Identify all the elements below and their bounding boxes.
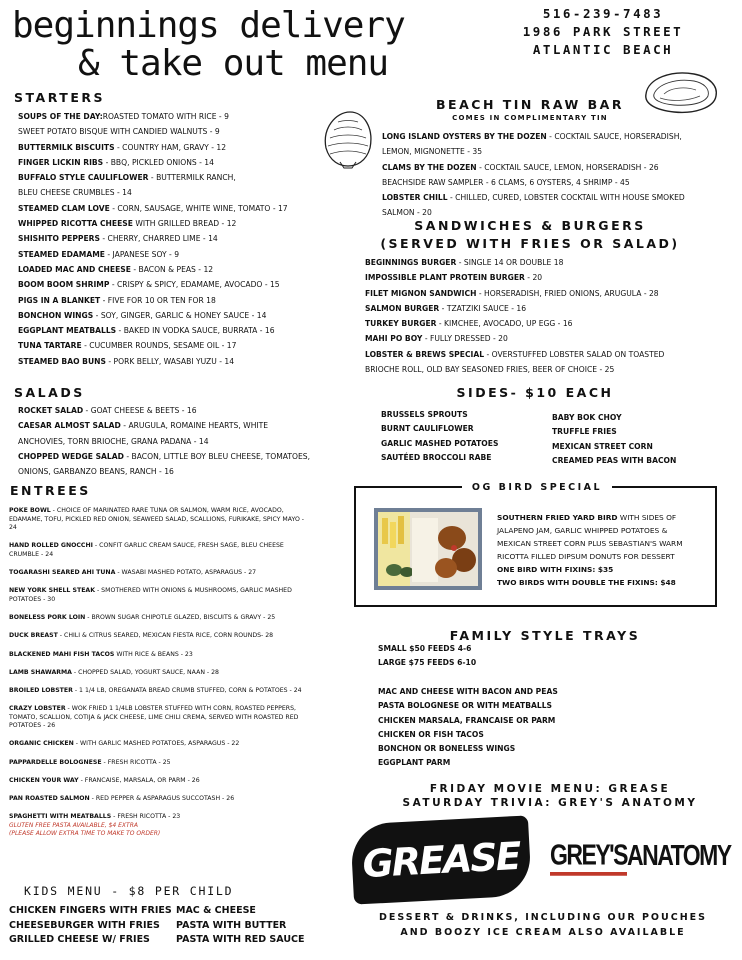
menu-item-description: - FRESH RICOTTA - 23 — [111, 813, 181, 821]
menu-item — [365, 347, 664, 362]
menu-item — [18, 201, 288, 216]
menu-item-name: LOBSTER CHILL — [382, 193, 448, 203]
menu-item — [365, 286, 664, 301]
menu-item-description: BLEU CHEESE CRUMBLES - 14 — [18, 188, 132, 198]
menu-item-description: - BROWN SUGAR CHIPOTLE GLAZED, BISCUITS & GRAVY - 25 — [85, 614, 276, 622]
menu-item — [365, 270, 664, 285]
menu-item — [18, 216, 288, 231]
menu-item-name: CLAMS BY THE DOZEN — [382, 162, 477, 172]
side-item: BRUSSELS SPROUTS — [381, 410, 468, 419]
kids-item: MAC & CHEESE — [176, 905, 256, 916]
menu-item-description: - TZATZIKI SAUCE - 16 — [439, 303, 527, 313]
menu-item — [9, 740, 309, 749]
menu-item — [18, 247, 288, 262]
family-tray-items — [378, 685, 558, 771]
menu-item-description: - SINGLE 14 OR DOUBLE 18 — [456, 258, 564, 267]
menu-item — [9, 614, 309, 623]
menu-item-description: - COUNTRY HAM, GRAVY - 12 — [114, 142, 227, 152]
menu-item-name: SOUPS OF THE DAY: — [18, 112, 103, 121]
kids-item: CHEESEBURGER WITH FRIES — [9, 919, 160, 931]
menu-item-name: LOBSTER & BREWS SPECIAL — [365, 349, 485, 359]
og-bird-line3: MEXICAN STREET CORN PLUS SEBASTIAN'S WARM — [497, 538, 683, 548]
tray-size: SMALL $50 FEEDS 4-6 — [378, 644, 472, 653]
starters-heading: STARTERS — [14, 90, 105, 105]
menu-item — [18, 293, 288, 308]
menu-item — [9, 687, 309, 696]
sides-column-2 — [552, 411, 676, 468]
menu-item-name: ROCKET SALAD — [18, 406, 84, 415]
menu-item — [9, 632, 309, 641]
kids-column-1 — [9, 904, 172, 948]
city: ATLANTIC BEACH — [532, 42, 674, 57]
menu-item — [18, 464, 310, 479]
menu-item — [18, 170, 288, 185]
starters-list — [18, 109, 288, 369]
menu-item-description: - CHILI & CITRUS SEARED, MEXICAN FIESTA RICE, CORN ROUNDS- 28 — [57, 632, 274, 640]
tray-item: PASTA BOLOGNESE OR WITH MEATBALLS — [378, 701, 553, 711]
menu-item-name: NEW YORK SHELL STEAK — [9, 587, 96, 595]
raw-bar-subheading: COMES IN COMPLIMENTARY TIN — [452, 114, 608, 122]
menu-item-name: IMPOSSIBLE PLANT PROTEIN BURGER — [365, 273, 525, 283]
menu-item-name: TURKEY BURGER — [365, 319, 437, 329]
menu-item-description: - WASABI MASHED POTATO, ASPARAGUS - 27 — [115, 569, 257, 577]
menu-item-name: FILET MIGNON SANDWICH — [365, 288, 477, 298]
menu-item — [18, 434, 310, 449]
phone-number: 516-239-7483 — [542, 6, 664, 21]
clam-shell-icon — [320, 108, 376, 170]
greys-logo-part2: ANATOMY — [627, 838, 731, 872]
menu-item — [382, 144, 685, 159]
salads-heading: SALADS — [14, 385, 85, 400]
sides-column-1 — [381, 408, 498, 465]
street-address: 1986 PARK STREET — [522, 24, 684, 39]
menu-item-description: BRIOCHE ROLL, OLD BAY SEASONED FRIES, BEER OF CHOICE - 25 — [365, 365, 615, 375]
menu-item — [18, 323, 288, 338]
menu-item — [18, 109, 288, 124]
menu-item-name: BUFFALO STYLE CAULIFLOWER — [18, 173, 149, 183]
menu-item-name: CHICKEN YOUR WAY — [9, 776, 79, 784]
greys-logo-part1: GREY'S — [550, 838, 627, 876]
menu-item — [18, 449, 310, 464]
menu-item-description: - FIVE FOR 10 OR TEN FOR 18 — [100, 295, 216, 305]
menu-item — [18, 185, 288, 200]
kids-item: GRILLED CHEESE W/ FRIES — [9, 934, 150, 945]
menu-item — [18, 277, 288, 292]
menu-item-description: - WOK FRIED 1 1/4LB LOBSTER STUFFED WITH CORN, ROASTED PEPPERS, TOMATO, SCALLION, COTIJA & JACK CHEESE, LIME CHILI CREMA, SERVED WITH ROASTED RED POTATOES - 26 — [9, 705, 299, 730]
oyster-icon — [642, 68, 720, 116]
menu-item — [365, 331, 664, 346]
menu-item-name: SHISHITO PEPPERS — [18, 234, 100, 244]
menu-item-name: CHOPPED WEDGE SALAD — [18, 451, 124, 461]
menu-item-description: - BBQ, PICKLED ONIONS - 14 — [103, 157, 214, 167]
entrees-heading: ENTREES — [10, 483, 91, 498]
og-bird-dish: SOUTHERN FRIED YARD BIRD — [497, 513, 618, 522]
side-item: MEXICAN STREET CORN — [552, 441, 653, 451]
menu-item-description: - WITH GARLIC MASHED POTATOES, ASPARAGUS - 22 — [73, 740, 240, 748]
menu-item — [18, 354, 288, 369]
tray-item: EGGPLANT PARM — [378, 758, 451, 768]
kids-menu-heading: KIDS MENU - $8 PER CHILD — [24, 884, 234, 898]
menu-item-description: - COCKTAIL SAUCE, HORSERADISH, — [546, 132, 682, 141]
menu-item-description: - PORK BELLY, WASABI YUZU - 14 — [105, 356, 235, 366]
menu-item — [18, 140, 288, 155]
menu-item-description: - CRISPY & SPICY, EDAMAME, AVOCADO - 15 — [109, 280, 280, 290]
menu-title-line2: & take out menu — [78, 43, 389, 84]
greys-anatomy-logo — [550, 838, 731, 872]
sandwiches-heading: SANDWICHES & BURGERS — [414, 218, 646, 233]
menu-item-description: LEMON, MIGNONETTE - 35 — [382, 147, 483, 157]
menu-item-name: WHIPPED RICOTTA CHEESE — [18, 219, 133, 229]
og-bird-description — [497, 512, 683, 589]
side-item: BABY BOK CHOY — [552, 413, 622, 422]
menu-item — [18, 308, 288, 323]
menu-item-name: CAESAR ALMOST SALAD — [18, 421, 121, 431]
menu-item-description: - CUCUMBER ROUNDS, SESAME OIL - 17 — [81, 341, 237, 351]
menu-item-description: - JAPANESE SOY - 9 — [104, 249, 180, 259]
tray-item: BONCHON OR BONELESS WINGS — [378, 744, 516, 754]
menu-item — [365, 255, 664, 270]
tray-size: LARGE $75 FEEDS 6-10 — [378, 658, 477, 668]
menu-item-description: - FRANCAISE, MARSALA, OR PARM - 26 — [78, 776, 200, 784]
tray-item: CHICKEN MARSALA, FRANCAISE OR PARM — [378, 715, 556, 725]
menu-item-description: - BACON, LITTLE BOY BLEU CHEESE, TOMATOES, — [123, 451, 311, 461]
menu-item — [9, 777, 309, 786]
menu-item-name: TUNA TARTARE — [18, 341, 82, 351]
menu-item-description: BEACHSIDE RAW SAMPLER - 6 CLAMS, 6 OYSTERS, 4 SHRIMP - 45 — [382, 177, 630, 187]
menu-item-description: SALMON - 20 — [382, 208, 432, 218]
menu-item — [18, 403, 310, 418]
menu-item-name: BONCHON WINGS — [18, 310, 94, 320]
menu-item-description: - CONFIT GARLIC CREAM SAUCE, FRESH SAGE, BLEU CHEESE CRUMBLE - 24 — [9, 542, 284, 558]
menu-item-name: STEAMED BAO BUNS — [18, 356, 106, 366]
menu-item — [18, 155, 288, 170]
menu-item-name: BEGINNINGS BURGER — [365, 258, 457, 267]
menu-item-description: - COCKTAIL SAUCE, LEMON, HORSERADISH - 26 — [476, 162, 659, 172]
menu-title-line1: beginnings delivery — [12, 5, 405, 46]
menu-item-description: ONIONS, GARBANZO BEANS, RANCH - 16 — [18, 467, 174, 477]
menu-item-name: LAMB SHAWARMA — [9, 668, 72, 676]
fried-chicken-photo — [374, 508, 482, 590]
menu-item-name: BLACKENED MAHI FISH TACOS — [9, 650, 115, 658]
side-item: TRUFFLE FRIES — [552, 427, 617, 437]
side-item: SAUTÉED BROCCOLI RABE — [381, 452, 492, 462]
tray-item: MAC AND CHEESE WITH BACON AND PEAS — [378, 687, 558, 696]
menu-item — [9, 705, 309, 731]
menu-item — [382, 190, 685, 205]
menu-item-name: ORGANIC CHICKEN — [9, 740, 74, 748]
menu-item-description: - CHOICE OF MARINATED RARE TUNA OR SALMON, WARM RICE, AVOCADO, EDAMAME, TOFU, PICKLED RED ONION, SEAWEED SALAD, SCALLIONS, FURIKAKE, SPICY MAYO - 24 — [9, 507, 305, 532]
menu-item-description: - OVERSTUFFED LOBSTER SALAD ON TOASTED — [484, 349, 665, 359]
menu-item — [365, 301, 664, 316]
raw-bar-heading: BEACH TIN RAW BAR — [436, 97, 624, 112]
menu-item-description: SWEET POTATO BISQUE WITH CANDIED WALNUTS - 9 — [18, 127, 220, 137]
menu-item-description: - CHERRY, CHARRED LIME - 14 — [99, 234, 218, 244]
kids-column-2 — [176, 904, 305, 948]
menu-item-name: POKE BOWL — [9, 507, 51, 514]
menu-item-name: BONELESS PORK LOIN — [9, 614, 86, 622]
menu-item-name: STEAMED CLAM LOVE — [18, 203, 110, 213]
menu-item — [9, 569, 309, 578]
menu-item — [9, 669, 309, 678]
menu-item-description: - CHILLED, CURED, LOBSTER COCKTAIL WITH HOUSE SMOKED — [447, 193, 685, 203]
menu-item — [9, 651, 309, 660]
menu-item — [9, 813, 309, 822]
menu-item-name: EGGPLANT MEATBALLS — [18, 326, 117, 336]
menu-item — [9, 507, 309, 533]
menu-item — [18, 262, 288, 277]
menu-item-name: BROILED LOBSTER — [9, 686, 73, 694]
menu-item-description: - FULLY DRESSED - 20 — [422, 334, 508, 344]
menu-item-description: - 20 — [524, 273, 543, 283]
og-bird-line4: RICOTTA FILLED DIPSUM DONUTS FOR DESSERT — [497, 551, 675, 561]
menu-item-name: SALMON BURGER — [365, 303, 440, 313]
contact-block — [478, 5, 728, 59]
salads-list — [18, 403, 310, 479]
menu-item — [9, 542, 309, 559]
og-bird-heading: OG BIRD SPECIAL — [462, 482, 612, 493]
menu-item — [9, 759, 309, 768]
menu-item-description: - BUTTERMILK RANCH, — [148, 173, 236, 183]
sandwiches-subheading: (SERVED WITH FRIES OR SALAD) — [380, 236, 680, 251]
menu-item-name: LONG ISLAND OYSTERS BY THE DOZEN — [382, 132, 547, 141]
menu-item-name: PAPPARDELLE BOLOGNESE — [9, 758, 102, 766]
gluten-free-note: (PLEASE ALLOW EXTRA TIME TO MAKE TO ORDER) — [9, 829, 161, 837]
menu-item — [18, 418, 310, 433]
og-bird-line2: JALAPENO JAM, GARLIC WHIPPED POTATOES & — [497, 525, 668, 535]
side-item: CREAMED PEAS WITH BACON — [552, 455, 677, 465]
menu-item — [365, 362, 664, 377]
kids-item: PASTA WITH BUTTER — [176, 919, 287, 931]
menu-item-name: BUTTERMILK BISCUITS — [18, 142, 115, 152]
side-item: GARLIC MASHED POTATOES — [381, 438, 499, 448]
grease-logo — [350, 815, 532, 904]
gluten-free-note: GLUTEN FREE PASTA AVAILABLE, $4 EXTRA — [9, 821, 138, 829]
og-bird-offer-1: ONE BIRD WITH FIXINS: $35 — [497, 564, 614, 574]
menu-item-description: - SMOTHERED WITH ONIONS & MUSHROOMS, GARLIC MASHED POTATOES - 30 — [9, 587, 292, 603]
family-tray-sizes — [378, 642, 476, 671]
entrees-list — [9, 507, 309, 838]
menu-item — [365, 316, 664, 331]
menu-item — [9, 587, 309, 604]
menu-item — [382, 160, 685, 175]
menu-item-description: ROASTED TOMATO WITH RICE - 9 — [102, 112, 229, 121]
menu-item-name: SPAGHETTI WITH MEATBALLS — [9, 813, 112, 821]
menu-item-name: LOADED MAC AND CHEESE — [18, 264, 131, 274]
menu-item-name: MAHI PO BOY — [365, 334, 423, 344]
menu-item-name: BOOM BOOM SHRIMP — [18, 280, 110, 290]
menu-item — [382, 175, 685, 190]
raw-bar-list — [382, 129, 685, 221]
kids-item: PASTA WITH RED SAUCE — [176, 934, 305, 945]
menu-item-name: PIGS IN A BLANKET — [18, 295, 101, 305]
side-item: BURNT CAULIFLOWER — [381, 424, 474, 434]
menu-item-name: HAND ROLLED GNOCCHI — [9, 542, 93, 550]
footer-line-1: DESSERT & DRINKS, INCLUDING OUR POUCHES — [379, 912, 707, 923]
sandwiches-list — [365, 255, 664, 377]
menu-item — [18, 338, 288, 353]
menu-item-description: - GOAT CHEESE & BEETS - 16 — [83, 406, 197, 415]
menu-item — [18, 124, 288, 139]
sides-heading: SIDES- $10 EACH — [456, 385, 614, 400]
og-bird-line1: WITH SIDES OF — [617, 513, 677, 522]
saturday-event: SATURDAY TRIVIA: GREY'S ANATOMY — [402, 797, 698, 809]
menu-item-description: ANCHOVIES, TORN BRIOCHE, GRANA PADANA - 14 — [18, 436, 209, 446]
og-bird-offer-2: TWO BIRDS WITH DOUBLE THE FIXINS: $48 — [497, 577, 676, 587]
menu-item-description: - BAKED IN VODKA SAUCE, BURRATA - 16 — [116, 326, 275, 336]
menu-item-description: - HORSERADISH, FRIED ONIONS, ARUGULA - 28 — [476, 288, 659, 298]
kids-item: CHICKEN FINGERS WITH FRIES — [9, 905, 172, 916]
footer-line-2: AND BOOZY ICE CREAM ALSO AVAILABLE — [400, 927, 686, 938]
menu-item — [18, 231, 288, 246]
menu-item-name: PAN ROASTED SALMON — [9, 795, 90, 802]
menu-item-description: - CHOPPED SALAD, YOGURT SAUCE, NAAN - 28 — [71, 668, 219, 676]
menu-item-description: - CORN, SAUSAGE, WHITE WINE, TOMATO - 17 — [109, 203, 288, 213]
family-trays-heading: FAMILY STYLE TRAYS — [449, 628, 641, 643]
friday-event: FRIDAY MOVIE MENU: GREASE — [429, 783, 671, 795]
menu-item-name: DUCK BREAST — [9, 632, 58, 640]
menu-item — [9, 795, 309, 804]
menu-item — [382, 129, 685, 144]
menu-item-description: - SOY, GINGER, GARLIC & HONEY SAUCE - 14 — [93, 310, 267, 320]
menu-item-description: - RED PEPPER & ASPARAGUS SUCCOTASH - 26 — [89, 795, 235, 802]
menu-item-name: CRAZY LOBSTER — [9, 705, 66, 713]
menu-item-description: WITH GRILLED BREAD - 12 — [132, 219, 237, 229]
menu-item-description: - BACON & PEAS - 12 — [130, 264, 214, 274]
menu-item-description: WITH RICE & BEANS - 23 — [114, 650, 193, 658]
menu-item-description: - FRESH RICOTTA - 25 — [101, 758, 171, 766]
menu-item-description: - KIMCHEE, AVOCADO, UP EGG - 16 — [436, 319, 573, 329]
grease-logo-text: GREASE — [361, 833, 521, 887]
menu-item-name: TOGARASHI SEARED AHI TUNA — [9, 569, 116, 577]
menu-item-description: - ARUGULA, ROMAINE HEARTS, WHITE — [120, 421, 269, 431]
menu-item-description: - 1 1/4 LB, OREGANATA BREAD CRUMB STUFFED, CORN & POTATOES - 24 — [72, 686, 302, 694]
menu-item-name: STEAMED EDAMAME — [18, 249, 105, 259]
tray-item: CHICKEN OR FISH TACOS — [378, 729, 484, 739]
menu-item-name: FINGER LICKIN RIBS — [18, 157, 104, 167]
